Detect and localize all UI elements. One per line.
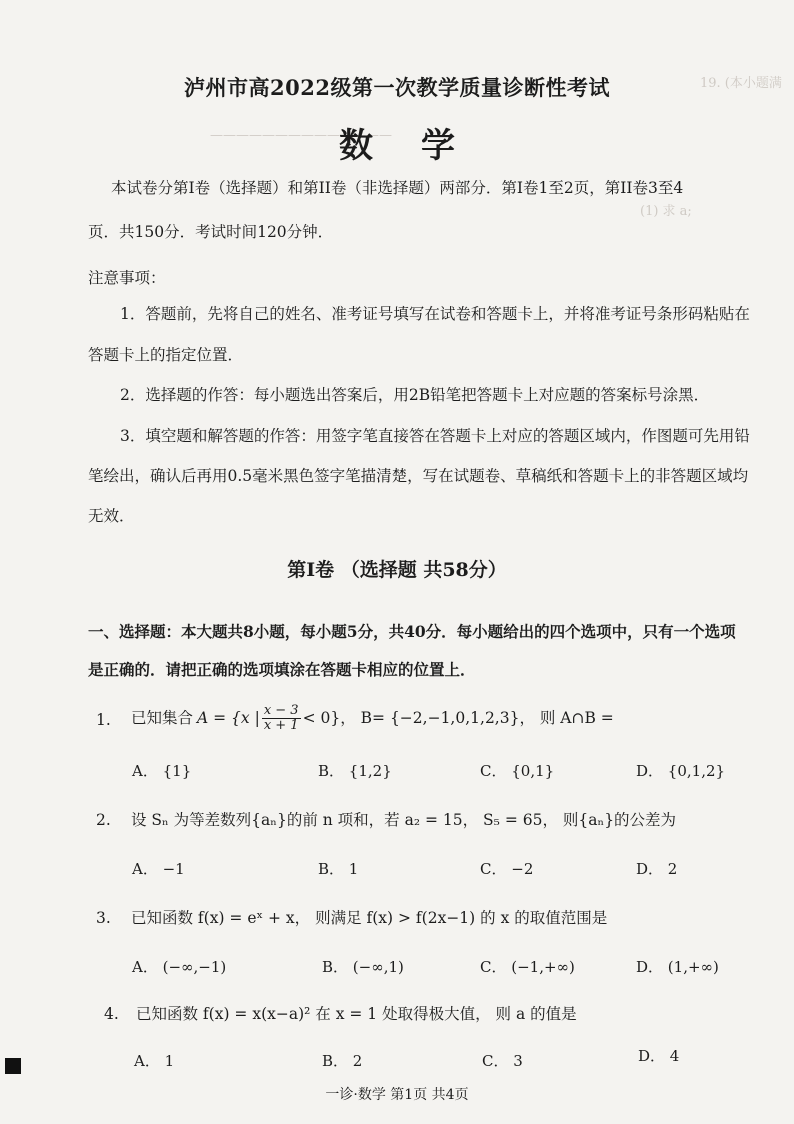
intro-line: 本试卷分第I卷（选择题）和第II卷（非选择题）两部分．第I卷1至2页，第II卷3至4 bbox=[111, 179, 684, 197]
option-b[interactable]: B． {1,2} bbox=[318, 762, 392, 780]
option-a[interactable]: A． (−∞,−1) bbox=[132, 958, 227, 976]
option-b[interactable]: B． 2 bbox=[322, 1052, 363, 1070]
question-number: 1. bbox=[96, 711, 111, 729]
fraction-numerator: x − 3 bbox=[263, 702, 299, 718]
fraction bbox=[262, 704, 301, 733]
option-b[interactable]: B． 1 bbox=[318, 860, 359, 878]
notice-item: 无效． bbox=[88, 507, 135, 525]
stem-text: < 0}， B= {−2,−1,0,1,2,3}， 则 A∩B = bbox=[302, 709, 614, 727]
option-b[interactable]: B． (−∞,1) bbox=[322, 958, 404, 976]
exam-title: 泸州市高2022级第一次教学质量诊断性考试 bbox=[184, 75, 610, 100]
question-number: 3. bbox=[96, 909, 111, 927]
scan-marker-square bbox=[5, 1058, 21, 1074]
notice-item: 2．选择题的作答：每小题选出答案后，用2B铅笔把答题卡上对应题的答案标号涂黑． bbox=[120, 386, 710, 404]
option-d[interactable]: D． (1,+∞) bbox=[636, 958, 719, 976]
fraction-denominator: x + 1 bbox=[263, 717, 299, 733]
question-number: 2. bbox=[96, 811, 111, 829]
question-number: 4. bbox=[104, 1005, 119, 1023]
section-title: 第I卷 （选择题 共58分） bbox=[287, 559, 507, 581]
option-a[interactable]: A． {1} bbox=[132, 762, 192, 780]
notice-item: 1．答题前，先将自己的姓名、准考证号填写在试卷和答题卡上，并将准考证号条形码粘贴在 bbox=[120, 305, 750, 323]
intro-line: 页．共150分．考试时间120分钟． bbox=[88, 223, 334, 241]
notice-item: 答题卡上的指定位置． bbox=[88, 346, 244, 364]
option-c[interactable]: C． (−1,+∞) bbox=[480, 958, 575, 976]
notice-heading: 注意事项： bbox=[88, 269, 166, 287]
subject-title: 数学 bbox=[339, 126, 503, 166]
option-a[interactable]: A． 1 bbox=[134, 1052, 175, 1070]
option-d[interactable]: D． {0,1,2} bbox=[636, 762, 726, 780]
page-footer: 一诊·数学 第1页 共4页 bbox=[325, 1087, 469, 1103]
option-a[interactable]: A． −1 bbox=[132, 860, 185, 878]
notice-item: 3．填空题和解答题的作答：用签字笔直接答在答题卡上对应的答题区域内，作图题可先用铅 bbox=[120, 427, 750, 445]
option-c[interactable]: C． {0,1} bbox=[480, 762, 555, 780]
option-c[interactable]: C． 3 bbox=[482, 1052, 523, 1070]
section-instruction: 一、选择题：本大题共8小题，每小题5分，共40分．每小题给出的四个选项中，只有一个选项 bbox=[88, 622, 736, 641]
question-stem: 已知函数 f(x) = x(x−a)² 在 x = 1 处取得极大值， 则 a 的值是 bbox=[136, 1005, 577, 1023]
section-instruction: 是正确的．请把正确的选项填涂在答题卡相应的位置上． bbox=[88, 660, 476, 679]
bleed-through-text: (1) 求 a; bbox=[640, 204, 692, 219]
question-stem: 已知函数 f(x) = eˣ + x， 则满足 f(x) > f(2x−1) 的 x 的取值范围是 bbox=[131, 909, 608, 927]
bleed-through-text: —————————————— bbox=[210, 128, 392, 143]
question-stem: 设 Sₙ 为等差数列{aₙ}的前 n 项和，若 a₂ = 15， S₅ = 65， 则{aₙ}的公差为 bbox=[131, 811, 677, 829]
question-stem bbox=[131, 696, 614, 740]
option-d[interactable]: D． 4 bbox=[638, 1047, 680, 1065]
option-c[interactable]: C． −2 bbox=[480, 860, 534, 878]
stem-text: A = {x | bbox=[197, 709, 260, 727]
option-d[interactable]: D． 2 bbox=[636, 860, 678, 878]
bleed-through-text: 19. (本小题满 bbox=[700, 76, 782, 91]
stem-text: 已知集合 bbox=[131, 709, 194, 727]
notice-item: 笔绘出，确认后再用0.5毫米黑色签字笔描清楚，写在试题卷、草稿纸和答题卡上的非答题区域均 bbox=[88, 467, 749, 485]
